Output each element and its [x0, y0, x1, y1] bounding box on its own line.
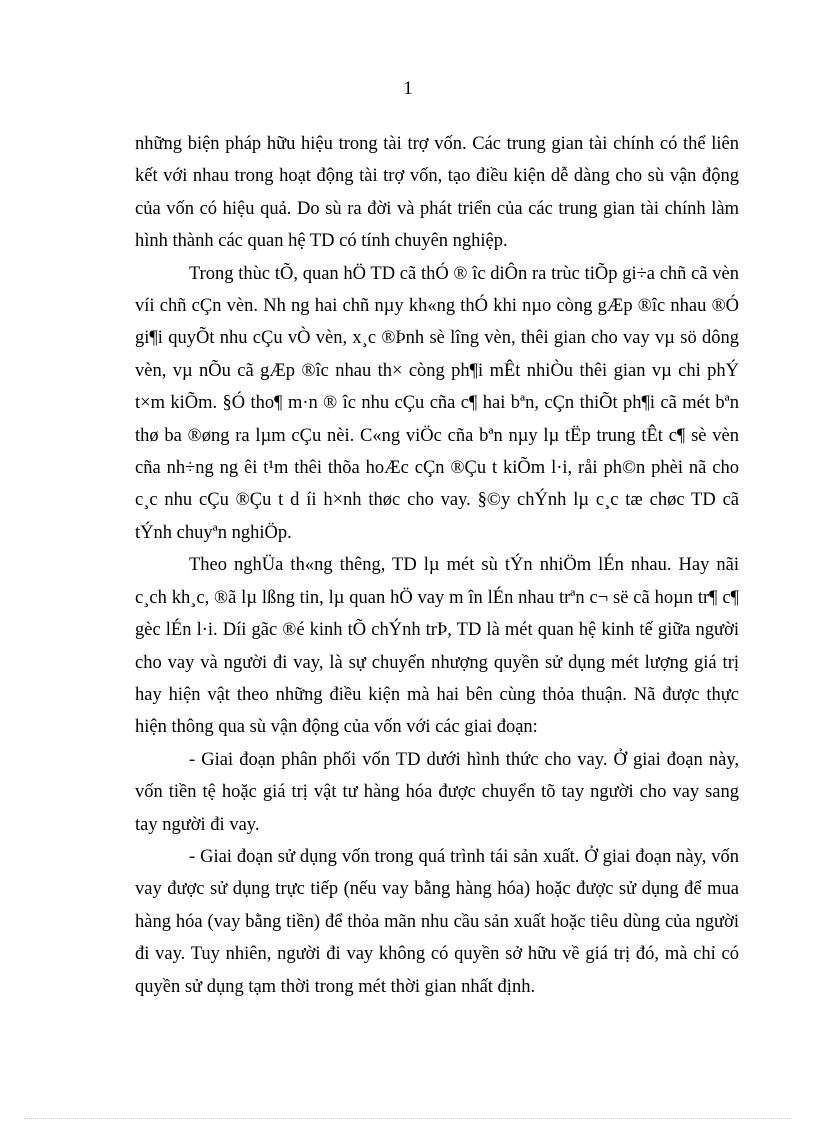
page-number: 1 [403, 78, 413, 99]
paragraph: Theo nghÜa th«ng thêng, TD lµ mét sù tÝn nhiÖm lÉn nhau. Hay nãi c¸ch kh¸c, ®ã lµ lßng tin, lµ quan hÖ vay m în lÉn nhau trªn c¬ së cã hoµn tr¶ c¶ gèc lÉn l·i. Díi gãc ®é kinh tÕ chÝnh trÞ, TD là mét quan hệ kinh tế giữa người cho vay và người đi vay, là sự chuyển nhượng quyền sử dụng mét lượng giá trị hay hiện vật theo những điều kiện mà hai bên cùng thỏa thuận. Nã được thực hiện thông qua sù vận động của vốn với các giai đoạn: [135, 555, 739, 738]
paragraph: những biện pháp hữu hiệu trong tài trợ vốn. Các trung gian tài chính có thể liên kết với nhau trong hoạt động tài trợ vốn, tạo điều kiện dễ dàng cho sù vận động của vốn có hiệu quả. Do sù ra đời và phát triển của các trung gian tài chính làm hình thành các quan hệ TD có tính chuyên nghiệp. [135, 134, 739, 252]
page-bottom-divider [24, 1118, 792, 1119]
paragraph: Trong thùc tÕ, quan hÖ TD cã thÓ ® îc diÔn ra trùc tiÕp gi÷a chñ cã vèn víi chñ cÇn vèn. Nh ng hai chñ nµy kh«ng thÓ khi nµo còng gÆp ®îc nhau ®Ó gi¶i quyÕt nhu cÇu vÒ vèn, x¸c ®Þnh sè lîng vèn, thêi gian cho vay vµ sö dông vèn, vµ nÕu cã gÆp ®îc nhau th× còng ph¶i mÊt nhiÒu thêi gian vµ chi phÝ t×m kiÕm. §Ó tho¶ m·n ® îc nhu cÇu cña c¶ hai bªn, cÇn thiÕt ph¶i cã mét bªn thø ba ®øng ra lµm cÇu nèi. C«ng viÖc cña bªn nµy lµ tËp trung tÊt c¶ sè vèn cña nh÷ng ng êi t¹m thêi thõa hoÆc cÇn ®Çu t kiÕm l·i, råi ph©n phèi nã cho c¸c nhu cÇu ®Çu t d íi h×nh thøc cho vay. §©y chÝnh lµ c¸c tæ chøc TD cã tÝnh chuyªn nghiÖp. [135, 263, 739, 543]
document-body [135, 128, 739, 1003]
paragraph: - Giai đoạn sử dụng vốn trong quá trình tái sản xuất. Ở giai đoạn này, vốn vay được sử dụng trực tiếp (nếu vay bằng hàng hóa) hoặc được sử dụng để mua hàng hóa (vay bằng tiền) để thỏa mãn nhu cầu sản xuất hoặc tiêu dùng của người đi vay. Tuy nhiên, người đi vay không có quyền sở hữu về giá trị đó, mà chỉ có quyền sử dụng tạm thời trong mét thời gian nhất định. [135, 846, 739, 997]
paragraph: - Giai đoạn phân phối vốn TD dưới hình thức cho vay. Ở giai đoạn này, vốn tiền tệ hoặc giá trị vật tư hàng hóa được chuyển tõ tay người cho vay sang tay người đi vay. [135, 749, 739, 835]
